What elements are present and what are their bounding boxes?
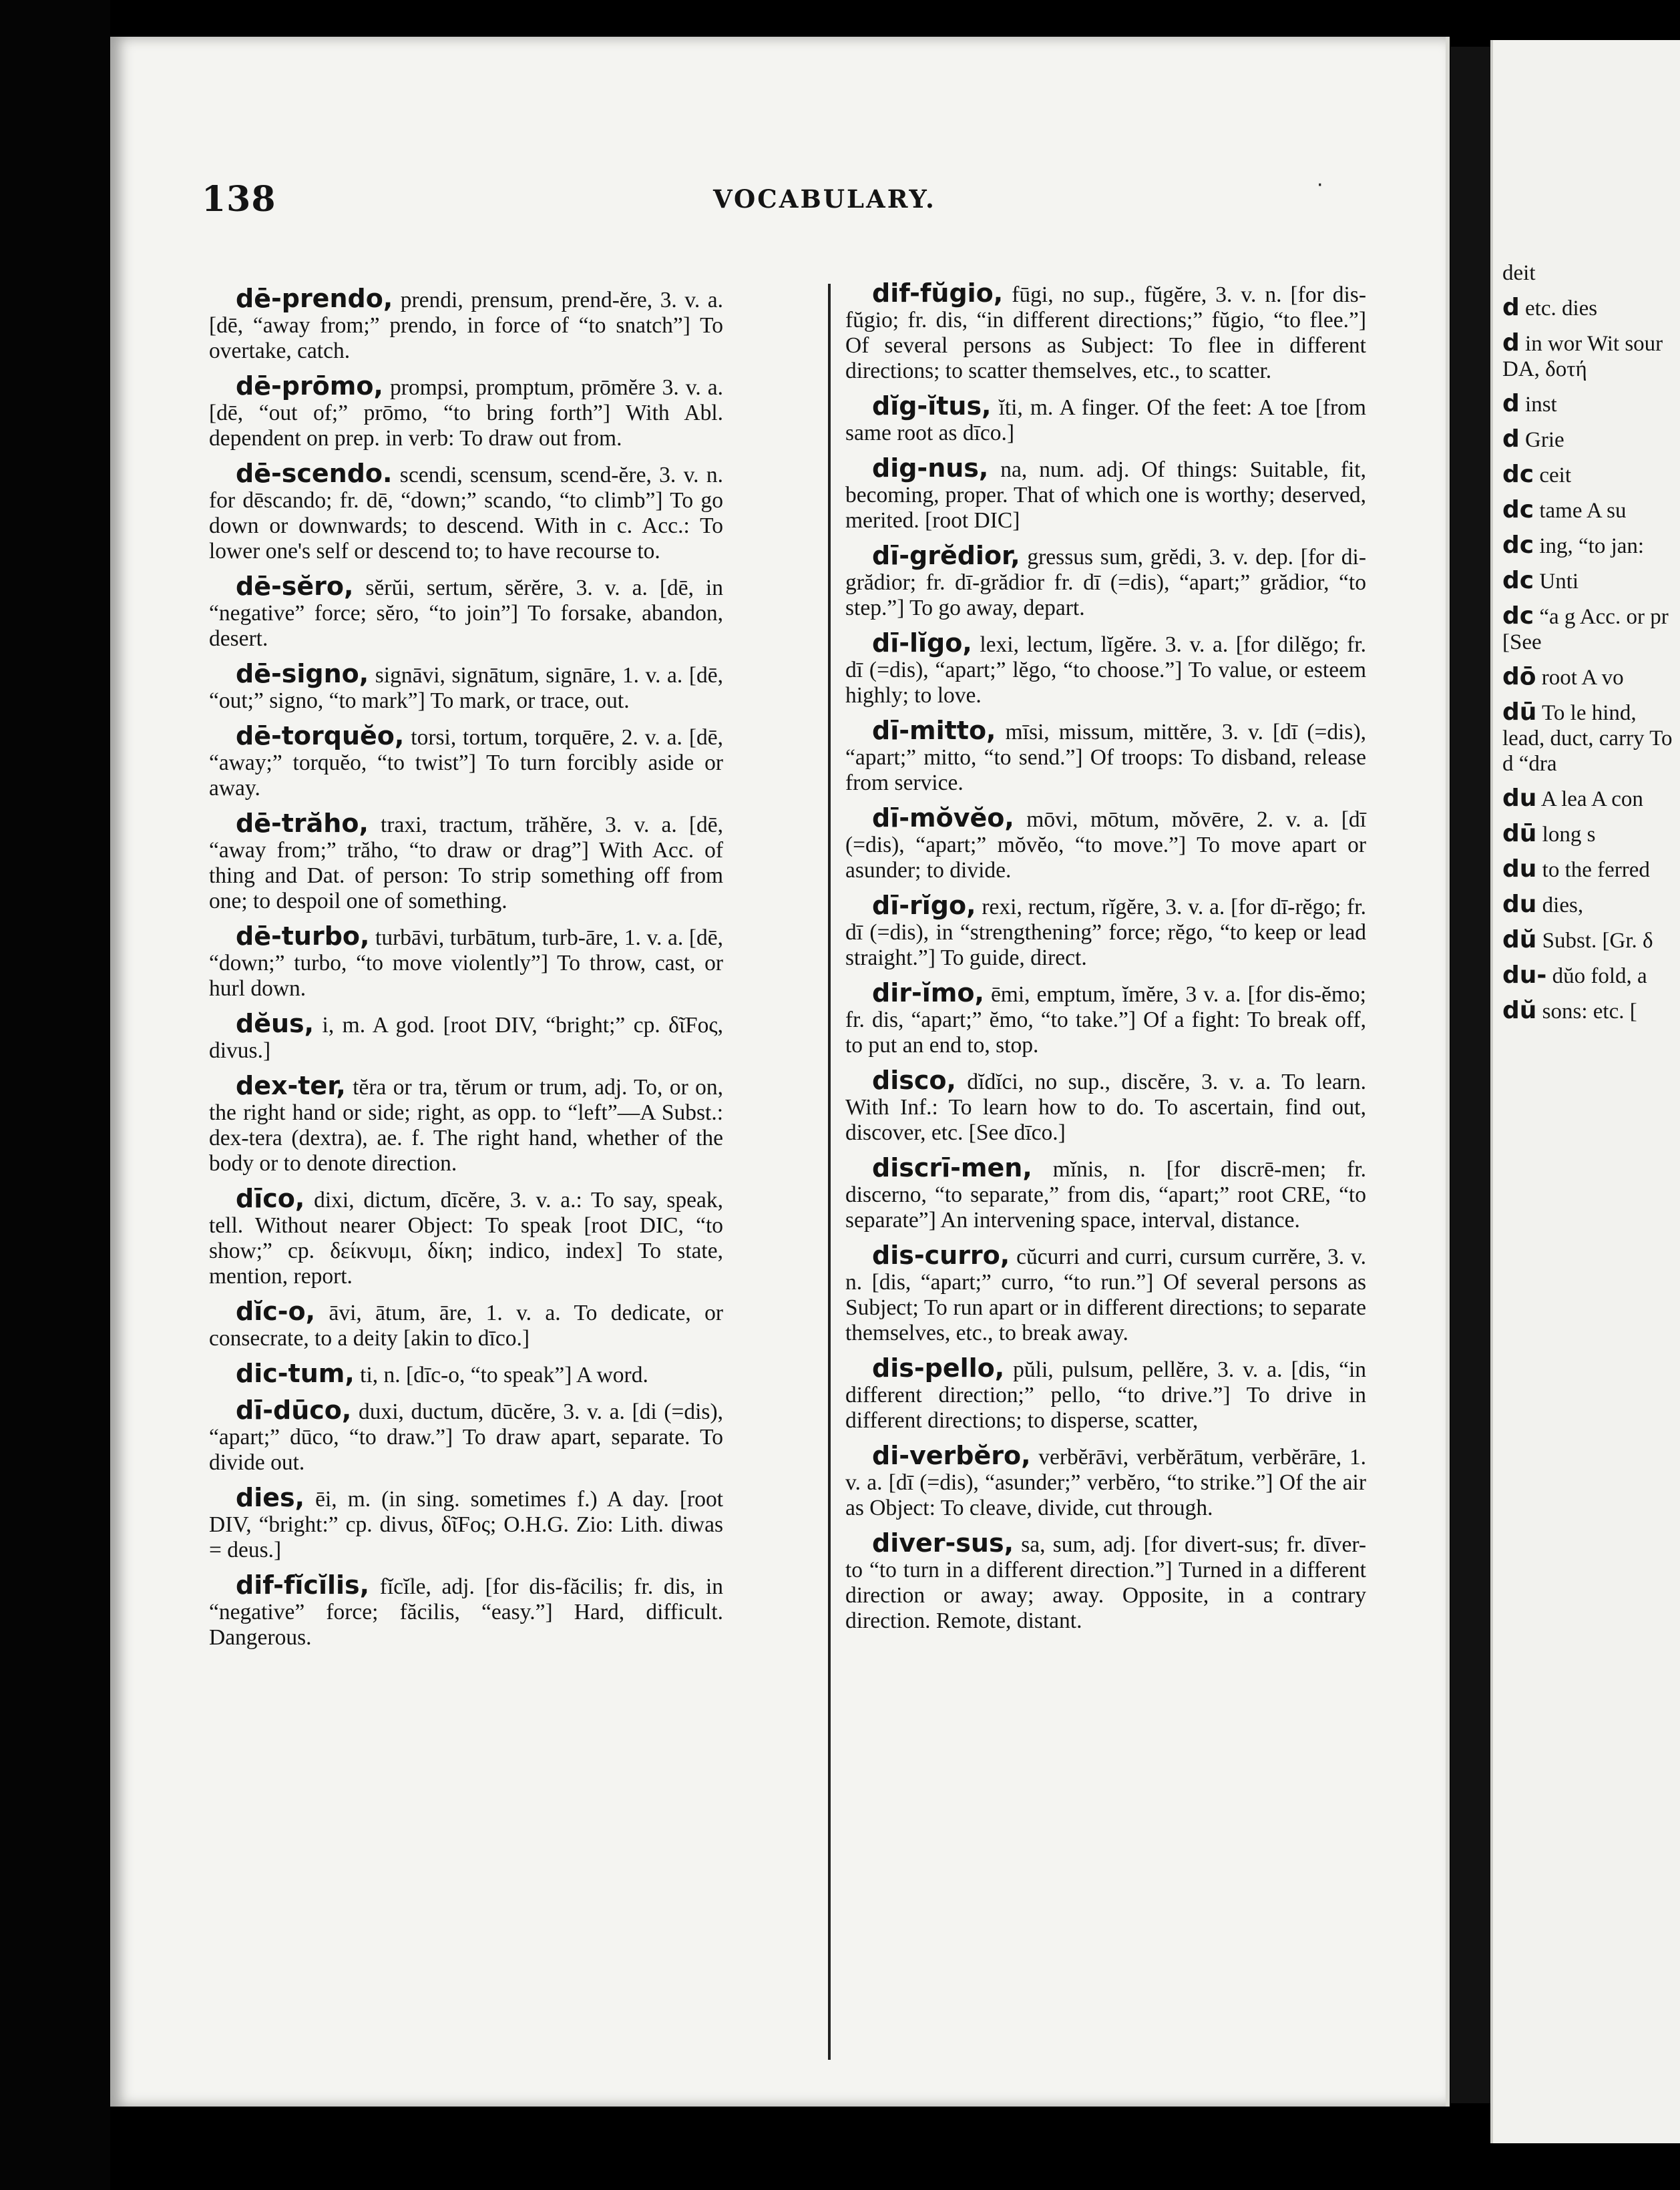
entry-headword: du: [1502, 855, 1537, 883]
dictionary-entry: [845, 1355, 1366, 1434]
dictionary-entry: [1502, 927, 1676, 953]
entry-headword: dī-grĕdior,: [872, 541, 1020, 570]
entry-headword: dex-ter,: [236, 1071, 346, 1100]
corner-mark: ·: [1317, 174, 1323, 197]
dictionary-entry: [845, 1243, 1366, 1346]
entry-headword: dē-signo,: [236, 659, 369, 688]
entry-headword: dē-torquĕo,: [236, 721, 405, 750]
entry-headword: discrī-men,: [872, 1153, 1032, 1182]
dictionary-entry: [209, 1572, 723, 1651]
facing-page-column: [1502, 260, 1676, 1034]
entry-headword: dū: [1502, 698, 1537, 726]
entry-definition: ēi, m. (in sing. sometimes f.) A day. [root DIV, “bright:” cp. divus, δῖFος; O.H.G. Zio: Lith. diwas = deus.]: [209, 1487, 723, 1562]
book-spine: [0, 0, 110, 2190]
entry-definition: prendi, prensum, prend-ĕre, 3. v. a. [dē, “away from;” prendo, in force of “to snatch”] To overtake, catch.: [209, 288, 723, 363]
dictionary-entry: [1502, 331, 1676, 382]
entry-headword: dĕus,: [236, 1009, 314, 1038]
dictionary-entry: [209, 811, 723, 914]
dictionary-entry: [1502, 604, 1676, 655]
dictionary-entry: [209, 574, 723, 652]
entry-headword: dif-fŭgio,: [872, 278, 1004, 308]
dictionary-entry: [209, 373, 723, 451]
column-divider: [828, 284, 831, 2060]
entry-definition: To le hind, lead, duct, carry To d “dra: [1502, 701, 1673, 776]
entry-definition: turbāvi, turbātum, turb-āre, 1. v. a. [dē, “down;” turbo, “to move violently”] To throw, cast, or hurl down.: [209, 925, 723, 1001]
page-number: 138: [202, 179, 276, 220]
dictionary-entry: [209, 1361, 723, 1388]
dictionary-entry: [1502, 700, 1676, 777]
dictionary-entry: [1502, 857, 1676, 883]
entry-headword: dc: [1502, 461, 1534, 488]
running-head: VOCABULARY.: [713, 184, 936, 214]
entry-definition: inst: [1519, 393, 1557, 417]
entry-headword: dc: [1502, 496, 1534, 523]
dictionary-entry: [1502, 391, 1676, 417]
facing-page: [1490, 40, 1680, 2143]
entry-definition: mīsi, missum, mittĕre, 3. v. [dī (=dis), “apart;” mitto, “to send.”] Of troops: To disband, release from service.: [845, 720, 1366, 795]
entry-headword: du: [1502, 891, 1537, 918]
left-column: [209, 286, 723, 1660]
entry-headword: dis-curro,: [872, 1241, 1010, 1270]
dictionary-entry: [209, 661, 723, 714]
entry-headword: dē-prōmo,: [236, 371, 383, 401]
entry-headword: du-: [1502, 961, 1547, 989]
dictionary-entry: [1502, 295, 1676, 321]
entry-headword: dō: [1502, 663, 1536, 690]
entry-definition: verbĕrāvi, verbĕrātum, verbĕrāre, 1. v. a. [dī (=dis), “asunder;” verbĕro, “to strike.”] Of the air as Object: To cleave, divide, cut through.: [845, 1445, 1366, 1520]
entry-definition: dŭo fold, a: [1546, 964, 1647, 988]
entry-definition: pŭli, pulsum, pellĕre, 3. v. a. [dis, “in different direction;” pello, “to drive.”] To drive in different directions; to disperse, scatter,: [845, 1357, 1366, 1433]
entry-definition: sĕrŭi, sertum, sĕrĕre, 3. v. a. [dē, in “negative” force; sĕro, “to join”] To forsake, abandon, desert.: [209, 576, 723, 651]
entry-definition: traxi, tractum, trăhĕre, 3. v. a. [dē, “away from;” trăho, “to draw or drag”] With Acc. of thing and Dat. of person: To strip something off from one; to despoil one of something.: [209, 813, 723, 913]
entry-headword: du: [1502, 785, 1537, 812]
entry-definition: ing, “to jan:: [1534, 534, 1645, 558]
entry-headword: dif-fĭcĭlis,: [236, 1570, 370, 1600]
dictionary-entry: [1502, 963, 1676, 989]
entry-headword: dī-mitto,: [872, 716, 996, 745]
entry-definition: to the ferred: [1536, 858, 1650, 882]
entry-headword: d: [1502, 390, 1520, 417]
dictionary-entry: [1502, 462, 1676, 488]
entry-definition: āvi, ātum, āre, 1. v. a. To dedicate, or consecrate, to a deity [akin to dīco.]: [209, 1301, 723, 1351]
dictionary-entry: [1502, 260, 1676, 286]
dictionary-entry: [209, 1011, 723, 1064]
entry-definition: tame A su: [1534, 499, 1627, 523]
entry-definition: root A vo: [1536, 666, 1624, 690]
entry-headword: dē-turbo,: [236, 921, 370, 951]
dictionary-entry: [845, 980, 1366, 1058]
dictionary-entry: [845, 455, 1366, 533]
entry-definition: dies,: [1536, 893, 1584, 917]
entry-definition: sons: etc. [: [1536, 1000, 1637, 1024]
entry-definition: cŭcurri and curri, cursum currĕre, 3. v. n. [dis, “apart;” curro, “to run.”] Of several persons as Subject; To run apart or in different directions; to separate themselves, etc., to break away.: [845, 1245, 1366, 1345]
entry-definition: “a g Acc. or pr [See: [1502, 605, 1669, 654]
dictionary-entry: [845, 393, 1366, 446]
entry-definition: Grie: [1519, 428, 1564, 452]
dictionary-entry: [1502, 664, 1676, 690]
entry-definition: A lea A con: [1536, 787, 1643, 811]
entry-headword: dc: [1502, 567, 1534, 594]
entry-definition: na, num. adj. Of things: Suitable, fit, becoming, proper. That of which one is worthy; deserved, merited. [root DIC]: [845, 457, 1366, 533]
dictionary-entry: [209, 1073, 723, 1176]
dictionary-entry: [845, 718, 1366, 796]
dictionary-entry: [1502, 533, 1676, 559]
entry-definition: mĭnis, n. [for discrē-men; fr. discerno, “to separate,” from dis, “apart;” root CRE, “to separate”] An intervening space, interval, distance.: [845, 1157, 1366, 1233]
entry-definition: i, m. A god. [root DIV, “bright;” cp. δῖFος, divus.]: [209, 1013, 723, 1063]
entry-definition: etc. dies: [1519, 296, 1598, 320]
entry-headword: d: [1502, 329, 1520, 357]
dictionary-entry: [845, 893, 1366, 971]
entry-definition: dixi, dictum, dīcĕre, 3. v. a.: To say, speak, tell. Without nearer Object: To speak [root DIC, “to show;” cp. δείκνυμι, δίκη; indico, index] To state, mention, report.: [209, 1188, 723, 1289]
dictionary-entry: [1502, 568, 1676, 594]
entry-headword: dies,: [236, 1483, 305, 1512]
entry-headword: dir-ĭmo,: [872, 978, 984, 1008]
entry-definition: in wor Wit sour DA, δοτή: [1502, 332, 1663, 381]
entry-headword: d: [1502, 425, 1520, 453]
dictionary-entry: [209, 1485, 723, 1563]
dictionary-entry: [845, 1155, 1366, 1233]
dictionary-entry: [1502, 427, 1676, 453]
entry-headword: dīco,: [236, 1184, 305, 1213]
dictionary-entry: [1502, 998, 1676, 1024]
entry-definition: signāvi, signātum, signāre, 1. v. a. [dē, “out;” signo, “to mark”] To mark, or trace, out.: [209, 663, 723, 713]
entry-headword: disco,: [872, 1066, 956, 1095]
entry-definition: ceit: [1534, 463, 1571, 487]
dictionary-entry: [845, 630, 1366, 708]
entry-headword: dē-scendo.: [236, 459, 393, 488]
entry-definition: fĭcĭle, adj. [for dis-făcilis; fr. dis, in “negative” force; făcilis, “easy.”] Hard, difficult. Dangerous.: [209, 1574, 723, 1650]
page-gutter: [1450, 47, 1490, 2103]
dictionary-entry: [845, 1443, 1366, 1521]
entry-definition: prompsi, promptum, prōmĕre 3. v. a. [dē, “out of;” prōmo, “to bring forth”] With Abl. dependent on prep. in verb: To draw out from.: [209, 375, 723, 451]
dictionary-entry: [1502, 821, 1676, 847]
dictionary-entry: [209, 1299, 723, 1351]
entry-headword: dū: [1502, 820, 1537, 847]
dictionary-entry: [209, 286, 723, 364]
entry-headword: dē-sĕro,: [236, 572, 354, 601]
entry-headword: dī-mŏvĕo,: [872, 803, 1014, 833]
entry-definition: dĭdĭci, no sup., discĕre, 3. v. a. To learn. With Inf.: To learn how to do. To ascertain, find out, discover, etc. [See dīco.]: [845, 1070, 1366, 1145]
dictionary-entry: [209, 1397, 723, 1476]
dictionary-entry: [209, 1186, 723, 1289]
entry-headword: dĭg-ĭtus,: [872, 391, 992, 421]
entry-headword: dĭc-o,: [236, 1297, 316, 1326]
entry-headword: dig-nus,: [872, 453, 989, 483]
entry-headword: dī-rĭgo,: [872, 891, 976, 920]
entry-definition: Subst. [Gr. δ: [1536, 929, 1653, 953]
entry-headword: dī-lĭgo,: [872, 628, 972, 658]
entry-definition: ĭti, m. A finger. Of the feet: A toe [from same root as dīco.]: [845, 395, 1366, 445]
entry-definition: tĕra or tra, tĕrum or trum, adj. To, or on, the right hand or side; right, as opp. to “left”—A Subst.: dex-tera (dextra), ae. f. The right hand, whether of the body or to denote direction.: [209, 1075, 723, 1176]
entry-headword: dŭ: [1502, 926, 1537, 953]
dictionary-entry: [209, 461, 723, 564]
entry-definition: deit: [1502, 261, 1536, 285]
entry-definition: duxi, ductum, dūcĕre, 3. v. a. [di (=dis), “apart;” dūco, “to draw.”] To draw apart, separate. To divide out.: [209, 1399, 723, 1475]
dictionary-entry: [845, 805, 1366, 883]
entry-definition: gressus sum, grĕdi, 3. v. dep. [for di-grădior; fr. dī-grădior fr. dī (=dis), “apart;” grădior, “to step.”] To go away, depart.: [845, 545, 1366, 620]
right-column: [845, 280, 1366, 1643]
entry-headword: dŭ: [1502, 997, 1537, 1024]
dictionary-entry: [1502, 892, 1676, 918]
dictionary-entry: [845, 543, 1366, 621]
entry-definition: long s: [1536, 823, 1596, 847]
entry-definition: torsi, tortum, torquēre, 2. v. a. [dē, “away;” torquĕo, “to twist”] To turn forcibly aside or away.: [209, 725, 723, 801]
entry-definition: rexi, rectum, rĭgĕre, 3. v. a. [for dī-rĕgo; fr. dī (=dis), in “strengthening” force; rĕgo, “to keep or lead straight.”] To guide, direct.: [845, 895, 1366, 970]
entry-definition: scendi, scensum, scend-ĕre, 3. v. n. for dēscando; fr. dē, “down;” scando, “to climb”] To go down or downwards; to descend. With in c. Acc.: To lower one's self or descend to; to have recourse to.: [209, 463, 723, 564]
entry-headword: dī-dūco,: [236, 1395, 352, 1425]
entry-definition: fūgi, no sup., fŭgĕre, 3. v. n. [for dis-fŭgio; fr. dis, “in different directions;” fŭgio, “to flee.”] Of several persons as Subject: To flee in different directions; to scatter themselves, etc., to scatter.: [845, 282, 1366, 383]
entry-headword: di-verbĕro,: [872, 1441, 1031, 1470]
dictionary-entry: [209, 923, 723, 1002]
entry-headword: dic-tum,: [236, 1359, 355, 1388]
entry-headword: diver-sus,: [872, 1528, 1014, 1558]
dictionary-entry: [1502, 497, 1676, 523]
dictionary-entry: [1502, 786, 1676, 812]
entry-headword: dē-trăho,: [236, 809, 369, 838]
dictionary-entry: [209, 723, 723, 801]
dictionary-entry: [845, 1068, 1366, 1146]
dictionary-entry: [845, 1530, 1366, 1634]
entry-definition: ēmi, emptum, ĭmĕre, 3 v. a. [for dis-ĕmo; fr. dis, “apart;” ĕmo, “to take.”] Of a fight: To break off, to put an end to, stop.: [845, 982, 1366, 1058]
entry-headword: d: [1502, 294, 1520, 321]
entry-headword: dc: [1502, 531, 1534, 559]
dictionary-entry: [845, 280, 1366, 384]
entry-headword: dis-pello,: [872, 1353, 1005, 1383]
entry-definition: mōvi, mōtum, mŏvēre, 2. v. a. [dī (=dis), “apart;” mŏvĕo, “to move.”] To move apart or asunder; to divide.: [845, 807, 1366, 883]
entry-definition: Unti: [1534, 570, 1579, 594]
entry-definition: lexi, lectum, lĭgĕre. 3. v. a. [for dilĕgo; fr. dī (=dis), “apart;” lĕgo, “to choose.”] To value, or esteem highly; to love.: [845, 632, 1366, 708]
entry-definition: sa, sum, adj. [for divert-sus; fr. dīver-to “to turn in a different direction.”] Turned in a different direction or away; away. Opposite, in a contrary direction. Remote, distant.: [845, 1532, 1366, 1633]
entry-definition: ti, n. [dīc-o, “to speak”] A word.: [354, 1363, 648, 1387]
entry-headword: dē-prendo,: [236, 284, 393, 313]
entry-headword: dc: [1502, 602, 1534, 630]
